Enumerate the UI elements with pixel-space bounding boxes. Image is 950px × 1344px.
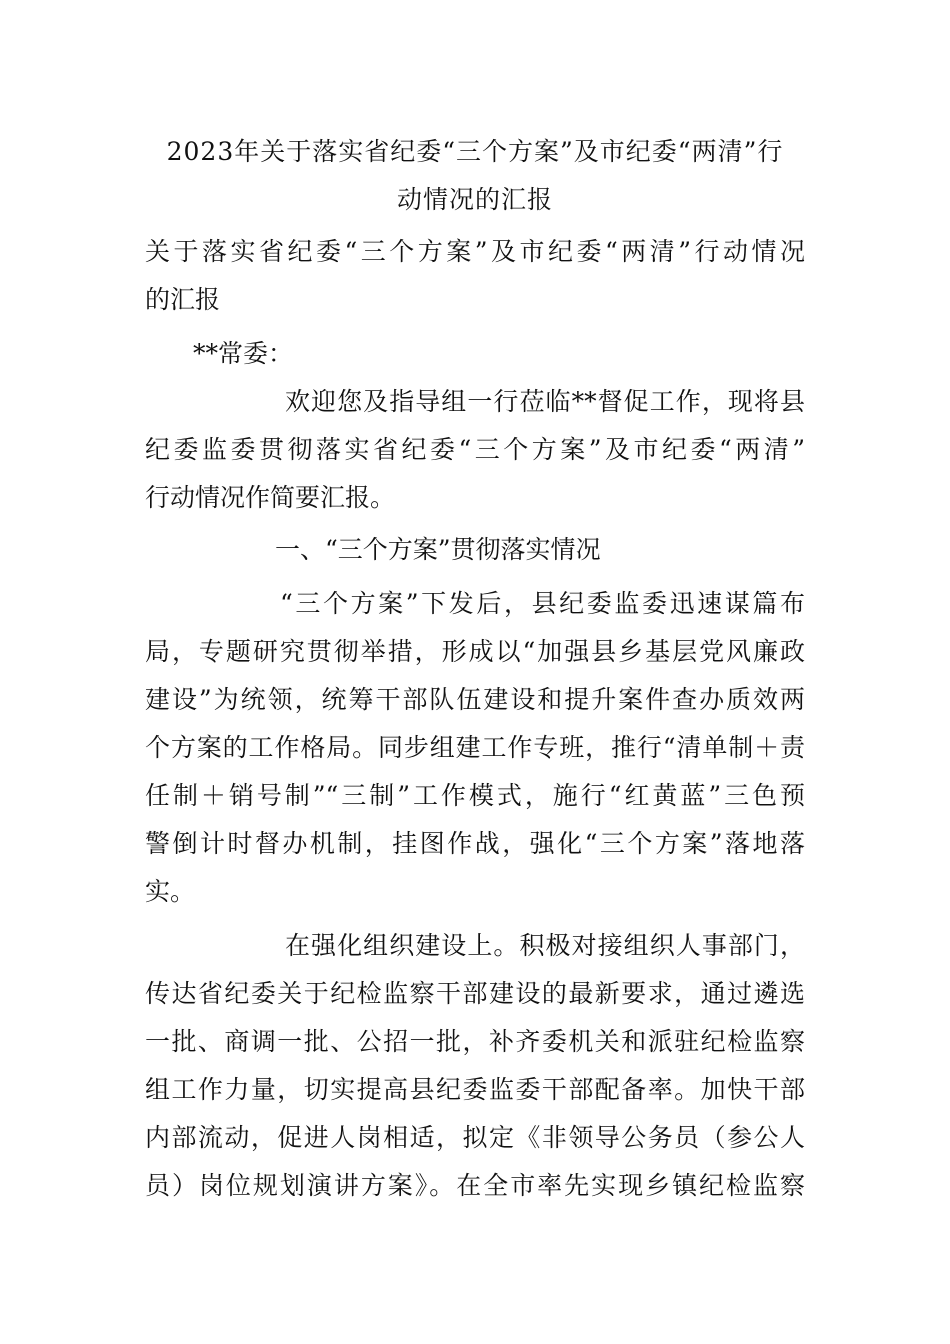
para1-line-3: 建设”为统领，统筹干部队伍建设和提升案件查办质效两 [145,685,805,714]
para2-line-1: 在强化组织建设上。积极对接组织人事部门， [285,931,805,960]
para1-line-5: 任制＋销号制”“三制”工作模式，施行“红黄蓝”三色预 [145,781,805,810]
subtitle-line-1: 关于落实省纪委“三个方案”及市纪委“两清”行动情况 [145,237,805,266]
para1-line-4: 个方案的工作格局。同步组建工作专班，推行“清单制＋责 [145,733,805,762]
para1-line-7: 实。 [145,877,196,906]
section-heading: 一、“三个方案”贯彻落实情况 [275,535,601,564]
para2-line-5: 内部流动，促进人岗相适，拟定《非领导公务员（参公人 [145,1123,805,1152]
intro-line-1: 欢迎您及指导组一行莅临**督促工作，现将县 [285,387,805,416]
document-title-line-1: 2023年关于落实省纪委“三个方案”及市纪委“两清”行 [166,137,784,166]
para2-line-3: 一批、商调一批、公招一批，补齐委机关和派驻纪检监察 [145,1027,805,1056]
salutation: **常委： [193,339,294,368]
para2-line-6: 员）岗位规划演讲方案》。在全市率先实现乡镇纪检监察 [145,1171,805,1200]
para2-line-2: 传达省纪委关于纪检监察干部建设的最新要求，通过遴选 [145,979,805,1008]
para1-line-2: 局，专题研究贯彻举措，形成以“加强县乡基层党风廉政 [145,637,805,666]
intro-line-2: 纪委监委贯彻落实省纪委“三个方案”及市纪委“两清” [145,435,805,464]
document-title-line-2: 动情况的汇报 [396,185,553,214]
para1-line-1: “三个方案”下发后，县纪委监委迅速谋篇布 [280,589,805,618]
para2-line-4: 组工作力量，切实提高县纪委监委干部配备率。加快干部 [145,1075,805,1104]
intro-line-3: 行动情况作简要汇报。 [145,483,396,512]
subtitle-line-2: 的汇报 [145,285,221,314]
para1-line-6: 警倒计时督办机制，挂图作战，强化“三个方案”落地落 [145,829,805,858]
